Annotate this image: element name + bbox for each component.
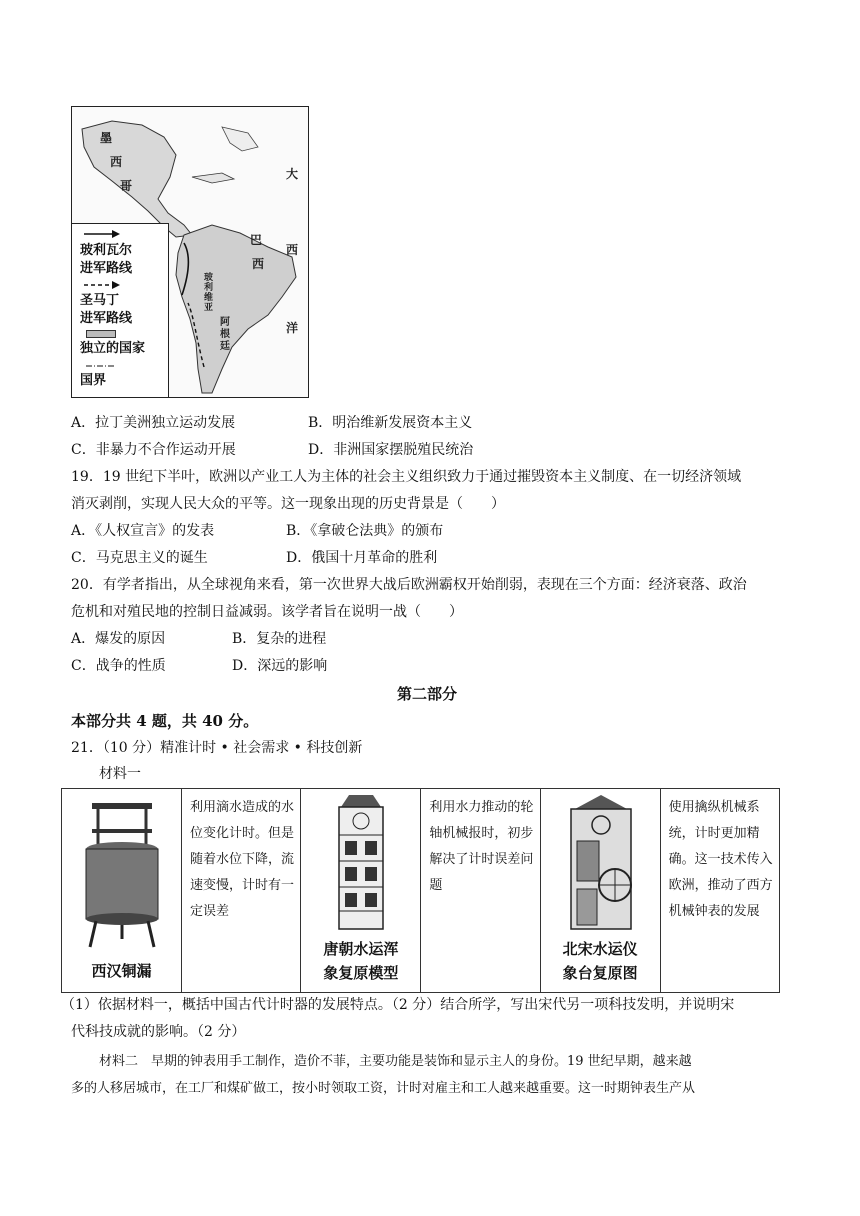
caption-song-l2: 象台复原图: [562, 964, 638, 982]
legend-solid-arrow-icon: [72, 224, 168, 244]
cell-xihan-image: [62, 789, 182, 993]
map-label-atlantic-1: 大: [286, 167, 299, 181]
map-label-bolivia: 玻利维亚: [204, 273, 214, 313]
map-label-brazil-1: 巴: [250, 233, 263, 247]
legend-bolivar-l1: 玻利瓦尔: [80, 243, 133, 258]
q18-option-a: A．拉丁美洲独立运动发展: [71, 415, 236, 431]
map-label-mexico-2: 西: [110, 155, 123, 169]
q21-title: 21．（10 分）精准计时 • 社会需求 • 科技创新: [71, 740, 363, 756]
map-label-mexico-3: 哥: [120, 179, 133, 193]
cell-song-image: [540, 789, 660, 993]
bronze-clepsydra-icon: [62, 789, 181, 959]
map-label-atlantic-2: 西: [286, 243, 299, 257]
part2-heading: 第二部分: [397, 685, 458, 703]
part2-note: 本部分共 4 题，共 40 分。: [71, 712, 259, 730]
q19-stem-line2: 消灭剥削，实现人民大众的平等。这一现象出现的历史背景是（ ）: [71, 496, 505, 512]
q18-option-c: C．非暴力不合作运动开展: [71, 442, 236, 458]
cell-xihan-text: [182, 789, 301, 993]
q20-stem-line2: 危机和对殖民地的控制日益减弱。该学者旨在说明一战（ ）: [71, 604, 463, 620]
map-label-argentina: 阿根廷: [220, 317, 230, 352]
q21-material2-line2: 多的人移居城市，在工厂和煤矿做工，按小时领取工资，计时对雇主和工人越来越重要。这一时期钟表生产从: [71, 1081, 696, 1096]
xihan-description: 利用滴水造成的水位变化计时。但是随着水位下降，流速变慢，计时有一定误差: [190, 800, 295, 919]
q21-sub1-line1: （1）依据材料一，概括中国古代计时器的发展特点。（2 分）结合所学，写出宋代另一项科技发明，并说明宋: [61, 997, 735, 1013]
legend-border-line-icon: [72, 361, 168, 371]
legend-sanmartin-l2: 进军路线: [80, 311, 133, 326]
caption-tang-l2: 象复原模型: [323, 964, 399, 982]
caption-xihan: 西汉铜漏: [91, 962, 152, 980]
q18-option-d: D．非洲国家摆脱殖民统治: [308, 442, 474, 458]
astronomical-clock-tower-icon: [541, 789, 660, 937]
water-armillary-model-icon: [301, 789, 420, 937]
cell-song-text: [660, 789, 779, 993]
cell-tang-image: [301, 789, 421, 993]
map-label-brazil-2: 西: [252, 257, 265, 271]
q19-option-d: D．俄国十月革命的胜利: [286, 550, 438, 566]
q20-option-b: B．复杂的进程: [232, 631, 327, 647]
song-description: 使用擒纵机械系统，计时更加精确。这一技术传入欧洲，推动了西方机械钟表的发展: [668, 800, 773, 919]
legend-border: 国界: [80, 373, 107, 388]
q20-option-a: A．爆发的原因: [71, 631, 166, 647]
legend-independent-swatch-icon: [86, 330, 116, 338]
q20-stem-line1: 20．有学者指出，从全球视角来看，第一次世界大战后欧洲霸权开始削弱，表现在三个方面：经济衰落、政治: [71, 577, 747, 593]
caption-song-l1: 北宋水运仪: [562, 940, 638, 958]
q19-option-a: A．《人权宣言》的发表: [71, 523, 215, 539]
q21-material1-label: 材料一: [99, 766, 141, 782]
q18-option-b: B．明治维新发展资本主义: [308, 415, 473, 431]
map-label-atlantic-3: 洋: [286, 321, 299, 335]
legend-independent: 独立的国家: [80, 341, 146, 356]
q20-option-d: D．深远的影响: [232, 658, 328, 674]
legend-bolivar-l2: 进军路线: [80, 261, 133, 276]
q19-option-b: B．《拿破仑法典》的颁布: [286, 523, 444, 539]
latin-america-map: [71, 106, 309, 398]
material1-table: [61, 788, 780, 993]
tang-description: 利用水力推动的轮轴机械报时，初步解决了计时误差问题: [429, 800, 534, 893]
q19-option-c: C．马克思主义的诞生: [71, 550, 208, 566]
legend-dashed-arrow-icon: [72, 278, 168, 292]
caption-tang-l1: 唐朝水运浑: [323, 940, 399, 958]
q21-material2-line1: 材料二 早期的钟表用手工制作，造价不菲，主要功能是装饰和显示主人的身份。19 世纪早期，越来越: [99, 1054, 692, 1069]
legend-sanmartin-l1: 圣马丁: [80, 293, 120, 308]
map-legend: [72, 223, 169, 398]
q19-stem-line1: 19．19 世纪下半叶，欧洲以产业工人为主体的社会主义组织致力于通过摧毁资本主义制度、在一切经济领域: [71, 469, 742, 485]
q21-sub1-line2: 代科技成就的影响。（2 分）: [71, 1024, 246, 1040]
q20-option-c: C．战争的性质: [71, 658, 166, 674]
cell-tang-text: [421, 789, 540, 993]
map-label-mexico-1: 墨: [100, 131, 113, 145]
